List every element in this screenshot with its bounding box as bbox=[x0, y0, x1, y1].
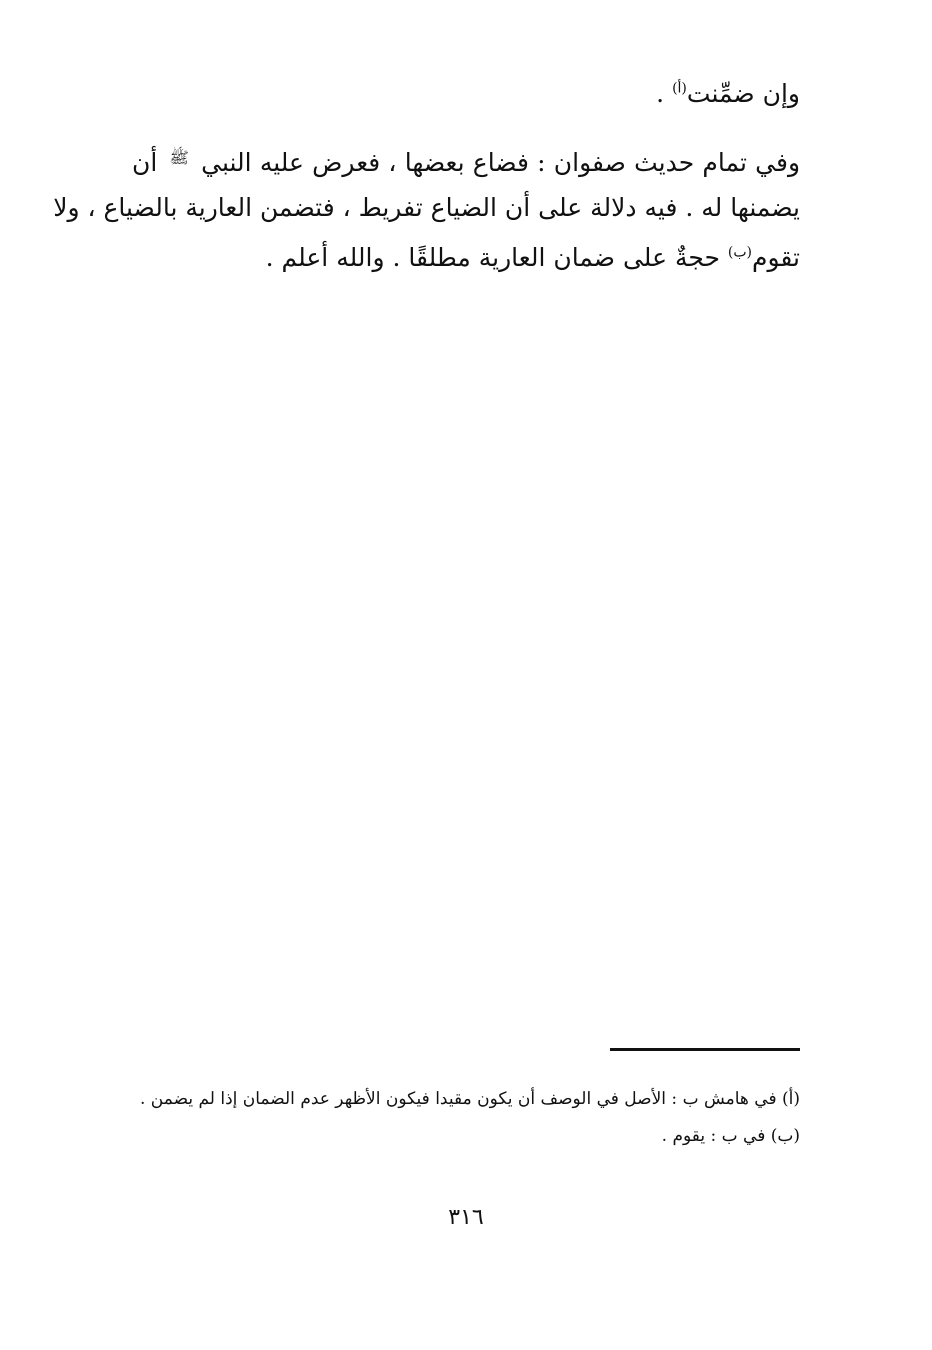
text-line-3: يضمنها له . فيه دلالة على أن الضياع تفريط ، فتضمن العارية بالضياع ، ولا bbox=[53, 193, 800, 222]
footnote-b: (ب) في ب : يقوم . bbox=[661, 1126, 800, 1146]
line-2-end: أن bbox=[132, 148, 158, 177]
footnote-ref-b: (ب) bbox=[727, 244, 752, 261]
footnote-ref-a: (أ) bbox=[672, 80, 687, 97]
line-4-rest: حجةٌ على ضمان العارية مطلقًا . والله أعلم . bbox=[265, 243, 720, 272]
line-2-text: وفي تمام حديث صفوان : فضاع بعضها ، فعرض عليه النبي bbox=[201, 148, 801, 177]
footnote-a: (أ) في هامش ب : الأصل في الوصف أن يكون مقيدا فيكون الأظهر عدم الضمان إذا لم يضمن . bbox=[140, 1089, 800, 1109]
page-number: ٣١٦ bbox=[448, 1205, 484, 1230]
line-1-text: وإن ضمِّنت bbox=[686, 79, 800, 108]
text-line-1 bbox=[132, 76, 800, 112]
line-1-end: . bbox=[656, 79, 665, 108]
honorific-glyph: ﷺ bbox=[169, 148, 189, 167]
line-4-text: تقوم bbox=[752, 243, 800, 272]
footnote-divider bbox=[610, 1048, 800, 1051]
text-line-4 bbox=[132, 240, 800, 276]
text-line-2 bbox=[132, 140, 800, 181]
